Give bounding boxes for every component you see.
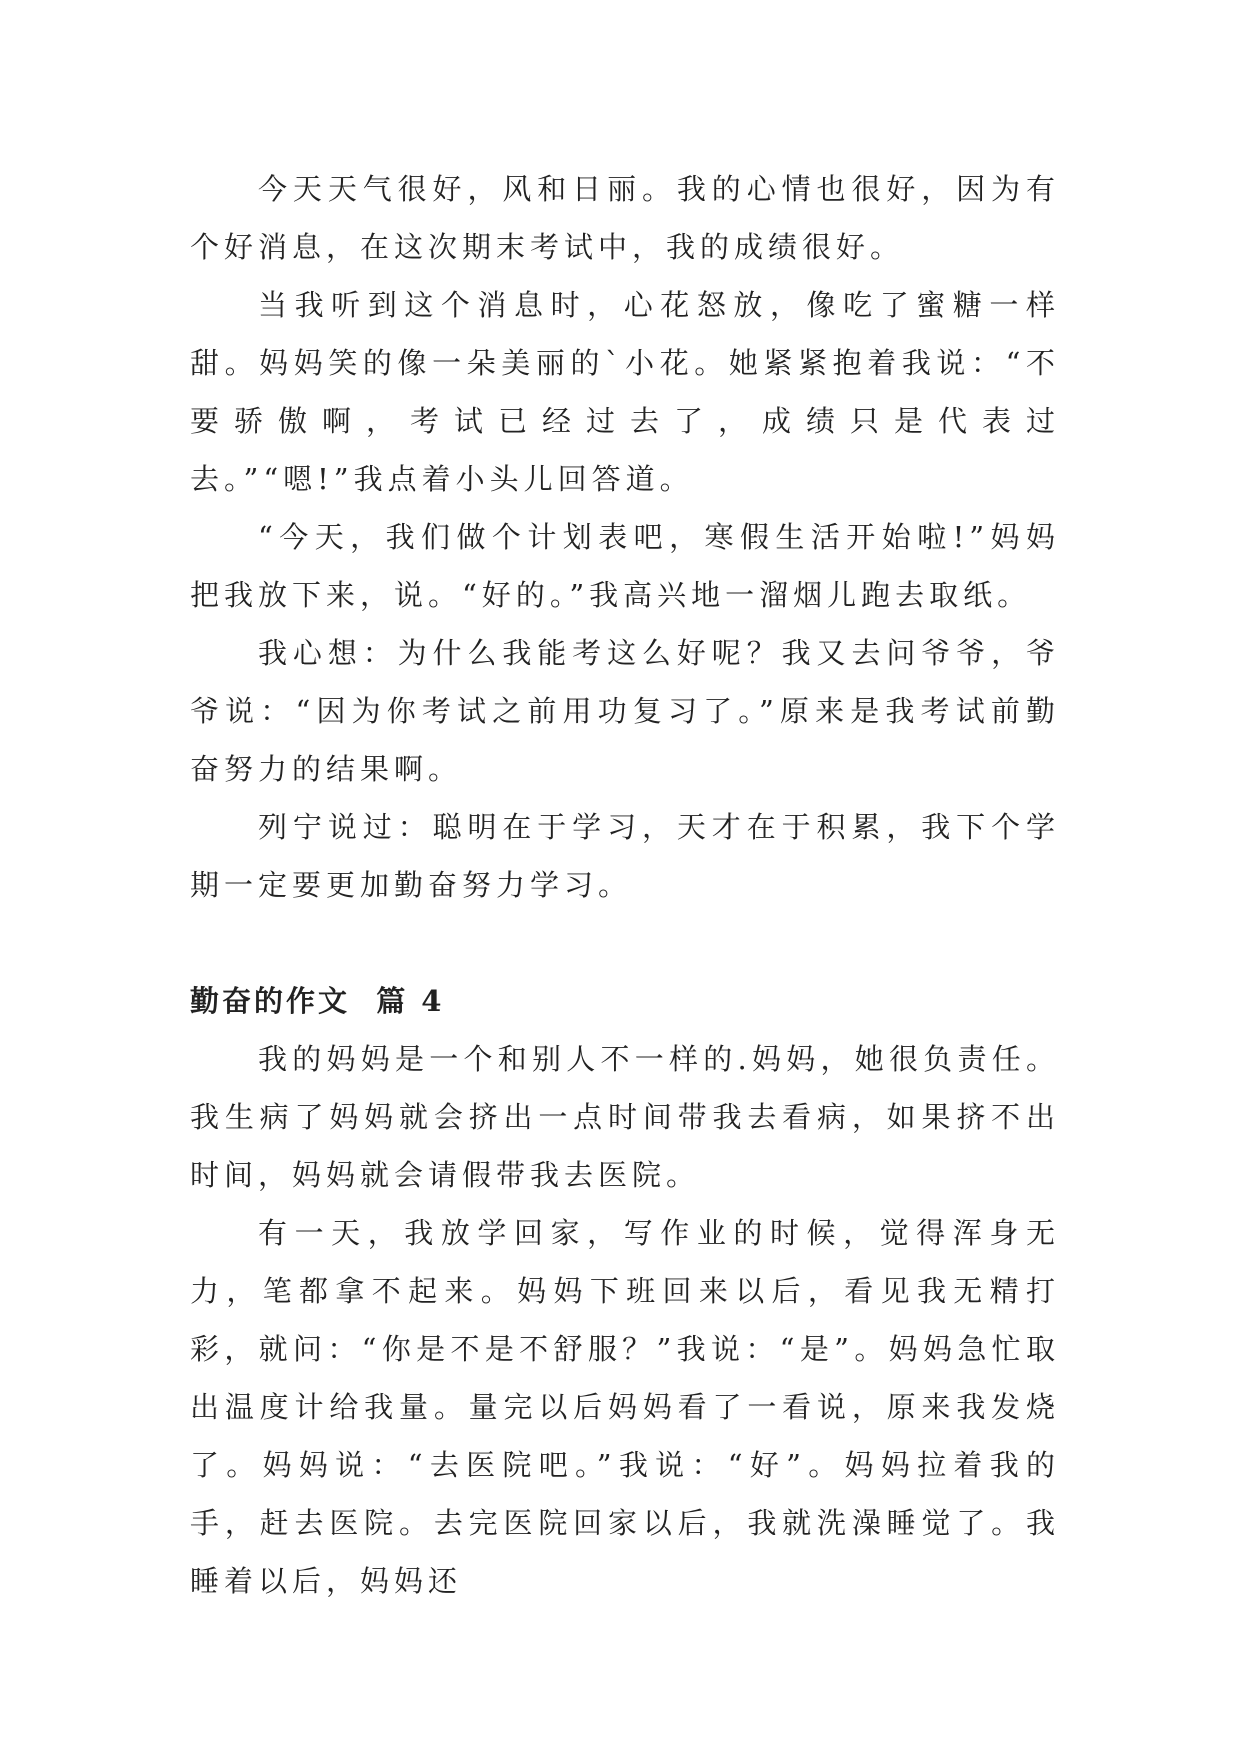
paragraph: 我的妈妈是一个和别人不一样的.妈妈，她很负责任。我生病了妈妈就会挤出一点时间带我去看病，如果挤不出时间，妈妈就会请假带我去医院。 [190,1042,1060,1192]
section-heading: 勤奋的作文 篇 4 [190,984,445,1018]
document-page [190,160,1060,1610]
paragraph: 有一天，我放学回家，写作业的时候，觉得浑身无力，笔都拿不起来。妈妈下班回来以后，看见我无精打彩，就问：“你是不是不舒服？”我说：“是”。妈妈急忙取出温度计给我量。量完以后妈妈看了一看说，原来我发烧了。妈妈说：“去医院吧。”我说：“好”。妈妈拉着我的手，赶去医院。去完医院回家以后，我就洗澡睡觉了。我睡着以后，妈妈还 [190,1216,1060,1598]
paragraph: “今天，我们做个计划表吧，寒假生活开始啦!”妈妈把我放下来，说。“好的。”我高兴地一溜烟儿跑去取纸。 [190,520,1060,612]
paragraph: 今天天气很好，风和日丽。我的心情也很好，因为有个好消息，在这次期末考试中，我的成绩很好。 [190,172,1060,264]
paragraph: 列宁说过：聪明在于学习，天才在于积累，我下个学期一定要更加勤奋努力学习。 [190,810,1060,902]
paragraph: 当我听到这个消息时，心花怒放，像吃了蜜糖一样甜。妈妈笑的像一朵美丽的`小花。她紧紧抱着我说：“不要骄傲啊，考试已经过去了，成绩只是代表过去。”“嗯!”我点着小头儿回答道。 [190,288,1060,496]
paragraph: 我心想：为什么我能考这么好呢？我又去问爷爷，爷爷说：“因为你考试之前用功复习了。”原来是我考试前勤奋努力的结果啊。 [190,636,1060,786]
